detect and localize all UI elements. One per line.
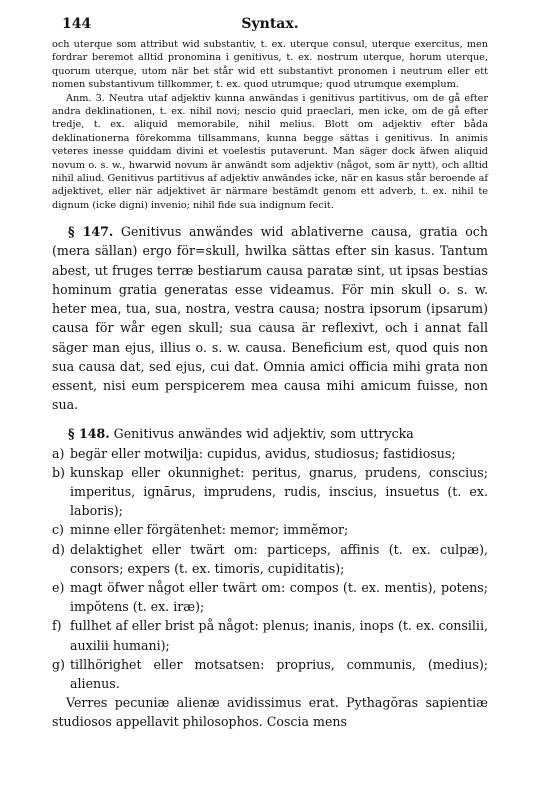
section-147-number: § 147.	[68, 224, 114, 240]
section-147-text: Genitivus anwändes wid ablativerne causa, gratia och (mera sällan) ergo för=skull, hwilka sättas efter sin kasus. Tantum abest, ut fruges terræ bestiarum causa paratæ sint, ut ipsas bestias hominum gratia generatas esse videamus. För min skull o. s. w. heter mea, tua, sua, nostra, vestra causa; nostra ipsorum (ipsarum) causa för wår egen skull; sua causa är reflexivt, och i annat fall säger man ejus, illius o. s. w. causa. Beneficium est, quod quis non sua causa dat, sed ejus, cui dat. Omnia amici officia mihi grata non essent, nisi eum perspicerem mea causa mihi amicum fuisse, non sua.	[52, 224, 488, 413]
list-item-text: magt öfwer något eller twärt om: compos (t. ex. mentis), potens; impŏtens (t. ex. iræ);	[70, 579, 488, 615]
list-item-text: delaktighet eller twärt om: particeps, affinis (t. ex. culpæ), consors; expers (t. ex. timoris, cupiditatis);	[70, 541, 488, 576]
list-item	[52, 540, 488, 578]
adjective-category-list	[52, 444, 488, 694]
page-number: 144	[62, 16, 92, 32]
list-item	[52, 463, 488, 521]
small-print-block	[52, 38, 488, 212]
list-item-text: tillhörighet eller motsatsen: proprius, communis, (medius); alienus.	[70, 656, 488, 691]
list-item-label: f)	[52, 618, 62, 634]
list-item	[52, 444, 488, 463]
section-148-intro: Genitivus anwändes wid adjektiv, som uttrycka	[113, 426, 414, 442]
running-title: Syntax.	[241, 16, 299, 32]
list-item-text: minne eller förgätenhet: memor; immĕmor;	[70, 522, 349, 538]
list-item	[52, 578, 488, 616]
list-item-label: b)	[52, 464, 65, 480]
uterque-paragraph: och uterque som attribut wid substantiv, t. ex. uterque consul, uterque exercitus, men fordrar beremot alltid pronomina i genitivus, t. ex. nostrum uterque, horum uterque, quorum uterque, utom när bet står wid ett substantivt pronomen i neutrum eller ett nomen substantivum tillkommer, t. ex. quod utrumque; quod utrumque exemplum.	[52, 39, 488, 91]
list-item-text: begär eller motwilja: cupidus, avidus, studiosus; fastidiosus;	[70, 445, 456, 461]
list-item-label: g)	[52, 656, 65, 672]
list-item-label: e)	[52, 579, 65, 595]
list-item	[52, 655, 488, 693]
list-item	[52, 616, 488, 654]
book-page	[52, 16, 488, 732]
list-item-label: a)	[52, 445, 65, 461]
list-item-text: kunskap eller okunnighet: peritus, gnarus, prudens, conscius; imperitus, ignārus, imprudens, rudis, inscius, insuetus (t. ex. laboris);	[70, 464, 488, 519]
list-item-label: c)	[52, 522, 64, 538]
list-item	[52, 520, 488, 539]
page-header	[52, 16, 488, 38]
section-147	[52, 222, 488, 414]
list-item-label: d)	[52, 541, 65, 557]
section-148-number: § 148.	[68, 426, 110, 442]
closing-examples: Verres pecuniæ alienæ avidissimus erat. Pythagŏras sapientiæ studiosos appellavit philosophos. Coscia mens	[52, 695, 488, 730]
list-item-text: fullhet af eller brist på något: plenus; inanis, inops (t. ex. consilii, auxilii humani);	[70, 618, 488, 653]
remark-3-paragraph: Anm. 3. Neutra utaf adjektiv kunna anwändas i genitivus partitivus, om de gå efter andra deklinationen, t. ex. nihil novi; nescio quid praeclari, men icke, om de gå efter tredje, t. ex. aliquid memorabile, nihil melius. Blott om adjektiv efter båda deklinationerna förekomma tillsammans, kunna begge sättas i genitivus. In animis veteres inesse quiddam divini et voelestis putaverunt. Man säger dock äfwen aliquid novum o. s. w., hwarwid novum är anwändt som adjektiv (något, som är nytt), och alltid nihil aliud. Genitivus partitivus af adjektiv anwändes icke, när en kasus står beroende af adjektivet, eller när adjektivet är närmare bestämdt genom ett adverb, t. ex. nihil te dignum (icke digni) invenio; nihil fide sua indignum fecit.	[52, 92, 488, 211]
main-text	[52, 222, 488, 731]
section-148	[52, 424, 488, 443]
